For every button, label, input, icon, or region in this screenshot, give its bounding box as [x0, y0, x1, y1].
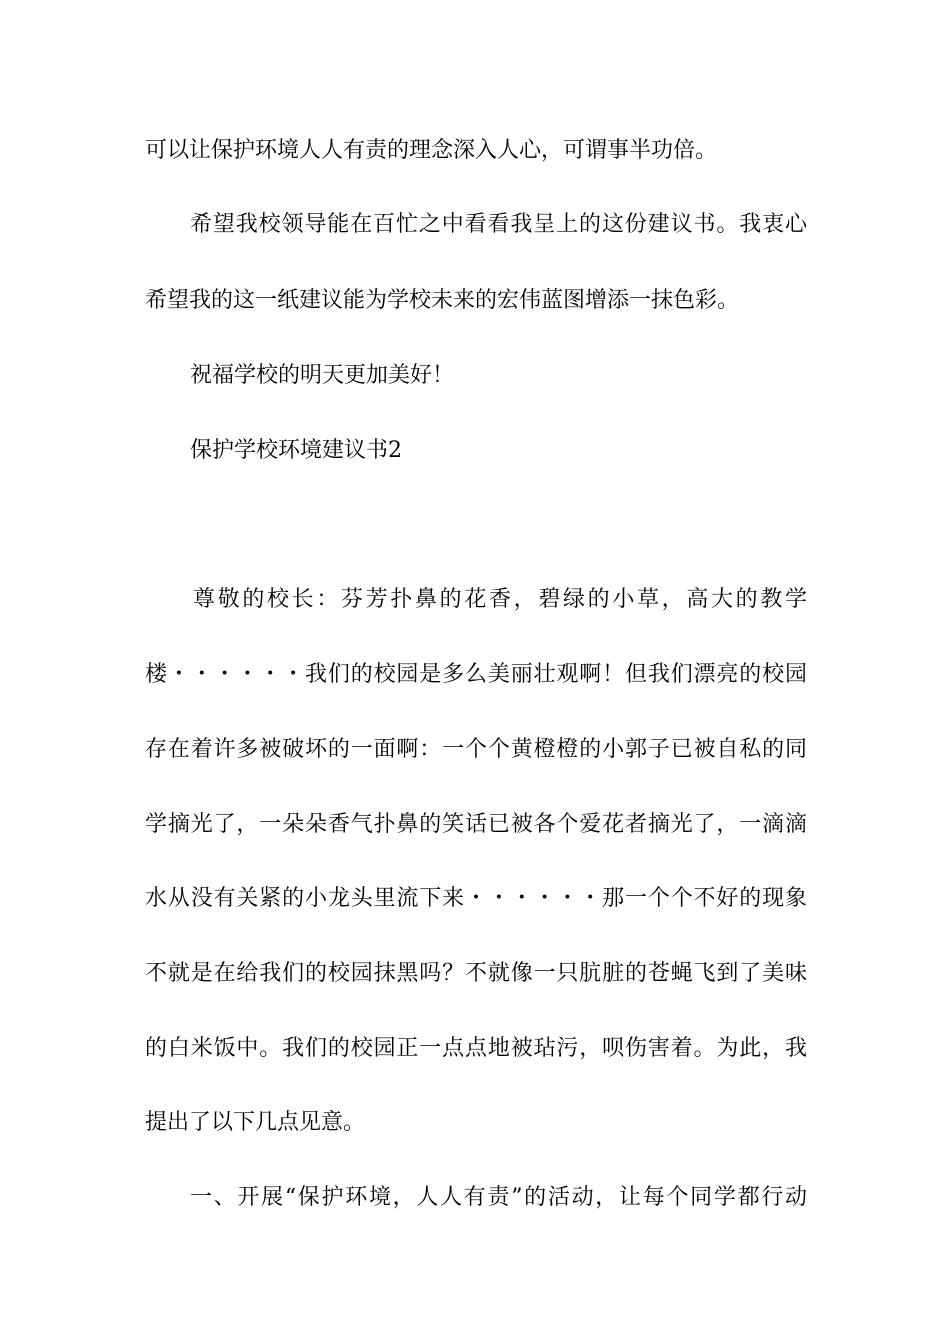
text-line-9: 学摘光了，一朵朵香气扑鼻的笑话已被各个爱花者摘光了，一滴滴	[145, 812, 807, 837]
text-line-4: 祝福学校的明天更加美好！	[190, 363, 455, 388]
text-line-13: 提出了以下几点见意。	[145, 1110, 366, 1135]
text-line-2: 希望我校领导能在百忙之中看看我呈上的这份建议书。我衷心	[190, 212, 807, 237]
section-title: 保护学校环境建议书2	[190, 438, 402, 463]
text-line-10: 水从没有关紧的小龙头里流下来・・・・・・那一个个不好的现象	[145, 886, 807, 911]
text-line-3: 希望我的这一纸建议能为学校未来的宏伟蓝图增添一抹色彩。	[145, 288, 740, 313]
text-line-8: 存在着许多被破坏的一面啊：一个个黄橙橙的小郭子已被自私的同	[145, 737, 807, 762]
text-line-14: 一、开展“保护环境，人人有责”的活动，让每个同学都行动	[190, 1185, 807, 1210]
text-line-11: 不就是在给我们的校园抹黑吗？不就像一只肮脏的苍蝇飞到了美味	[145, 961, 807, 986]
text-line-7: 楼・・・・・・我们的校园是多么美丽壮观啊！但我们漂亮的校园	[145, 662, 807, 687]
text-line-1: 可以让保护环境人人有责的理念深入人心，可谓事半功倍。	[145, 138, 718, 163]
text-line-12: 的白米饭中。我们的校园正一点点地被玷污，呗伤害着。为此，我	[145, 1036, 807, 1061]
text-line-6: 尊敬的校长：芬芳扑鼻的花香，碧绿的小草，高大的教学	[193, 587, 807, 612]
